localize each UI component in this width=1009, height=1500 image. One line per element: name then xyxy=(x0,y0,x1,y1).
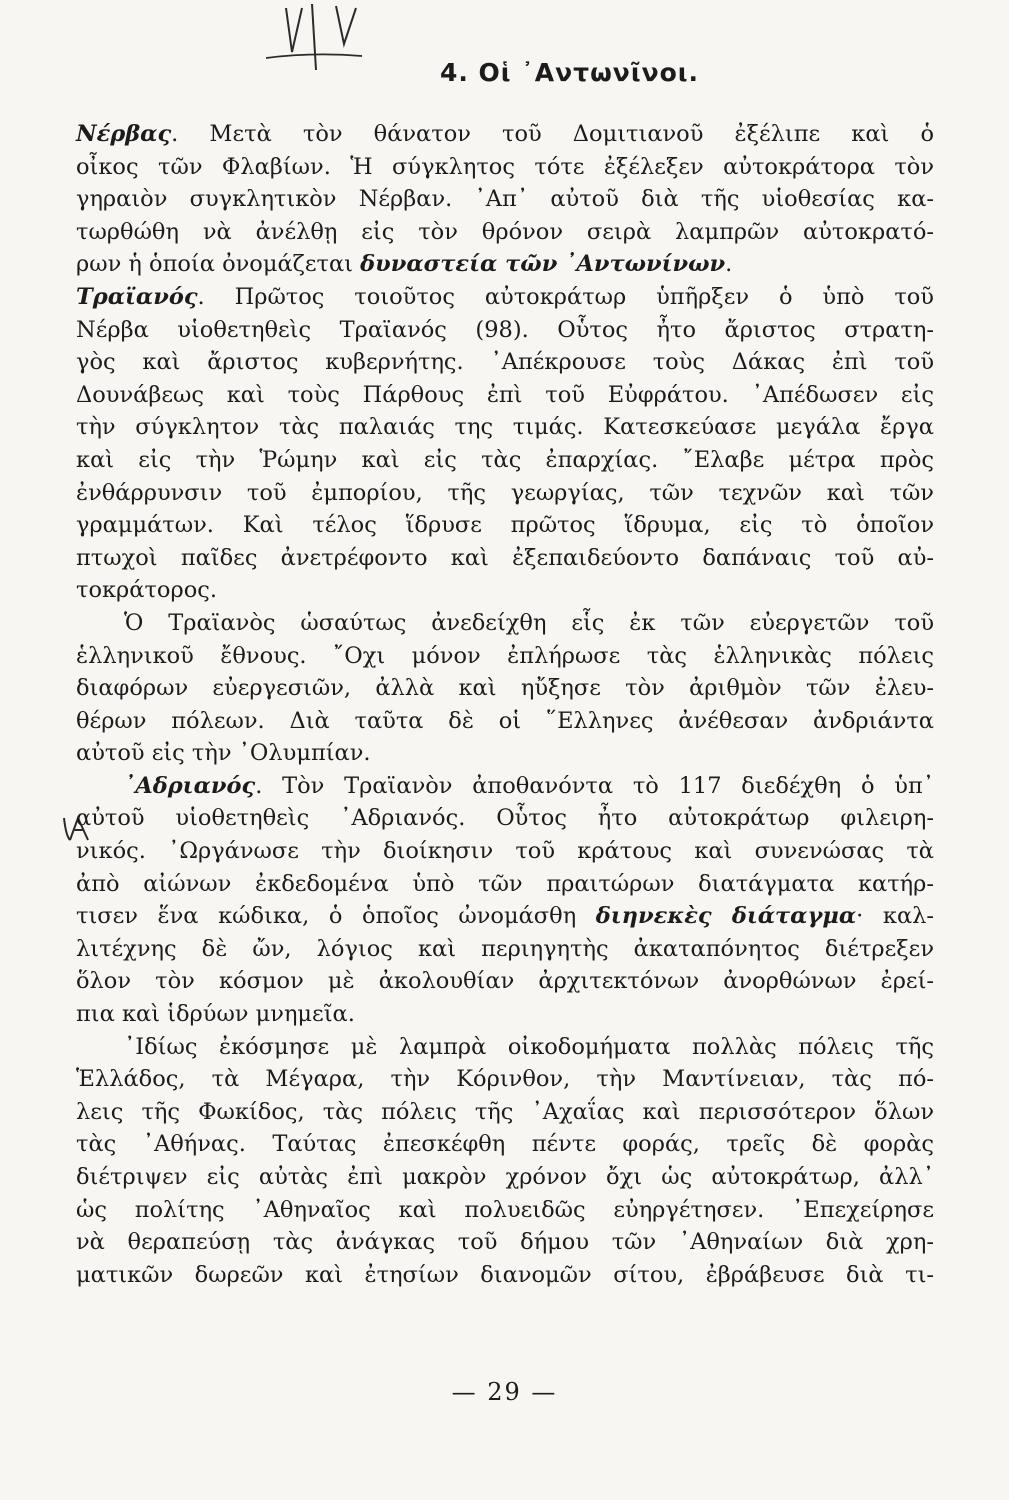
text-line: Τραϊανός. Πρῶτος τοιοῦτος αὐτοκράτωρ ὑπῆρξεν ὁ ὑπὸ τοῦ xyxy=(76,283,934,310)
text-line: τωρθώθη νὰ ἀνέλθῃ εἰς τὸν θρόνον σειρὰ λαμπρῶν αὐτοκρατό- xyxy=(76,218,934,245)
text-line: ὅλον τὸν κόσμον μὲ ἀκολουθίαν ἀρχιτεκτόνων ἀνορθώνων ἐρεί- xyxy=(76,968,934,995)
emphasized-term: δυναστεία τῶν ᾿Αντωνίνων xyxy=(360,251,726,278)
section-term: Τραϊανός xyxy=(76,283,198,310)
text-line: Νέρβας. Μετὰ τὸν θάνατον τοῦ Δομιτιανοῦ ἐξέλιπε καὶ ὁ xyxy=(76,121,934,147)
text-line: ᾿Αδριανός. Τὸν Τραϊανὸν ἀποθανόντα τὸ 117 διεδέχθη ὁ ὑπ᾿ xyxy=(124,772,934,799)
text-line: γὸς καὶ ἄριστος κυβερνήτης. ᾿Απέκρουσε τοὺς Δάκας ἐπὶ τοῦ xyxy=(76,349,934,376)
handwritten-mark-text: V/V xyxy=(318,90,320,91)
text-line: Ὁ Τραϊανὸς ὡσαύτως ἀνεδείχθη εἷς ἐκ τῶν εὐεργετῶν τοῦ xyxy=(124,609,934,636)
margin-annotation-text: Α xyxy=(60,845,61,846)
text-line: ἑλληνικοῦ ἔθνους. ῎Οχι μόνον ἐπλήρωσε τὰς ἑλληνικὰς πόλεις xyxy=(76,642,934,669)
text-line: ἀπὸ αἰώνων ἐκδεδομένα ὑπὸ τῶν πραιτώρων διατάγματα κατήρ- xyxy=(76,870,934,897)
text-line: ὡς πολίτης ᾿Αθηναῖος καὶ πολυειδῶς εὐηργέτησεν. ᾿Επεχείρησε xyxy=(76,1196,934,1223)
text-line: τὰς ᾿Αθήνας. Ταύτας ἐπεσκέφθη πέντε φοράς, τρεῖς δὲ φορὰς xyxy=(76,1131,934,1158)
emphasized-term: διηνεκὲς διάταγμα xyxy=(595,903,857,930)
text-line: ἐνθάρρυνσιν τοῦ ἐμπορίου, τῆς γεωργίας, τῶν τεχνῶν καὶ τῶν xyxy=(76,479,934,506)
text-line: λεις τῆς Φωκίδος, τὰς πόλεις τῆς ᾿Αχαΐας καὶ περισσότερον ὅλων xyxy=(76,1098,934,1125)
text-line: Δουνάβεως καὶ τοὺς Πάρθους ἐπὶ τοῦ Εὐφράτου. ᾿Απέδωσεν εἰς xyxy=(76,381,934,408)
text-line: τὴν σύγκλητον τὰς παλαιάς της τιμάς. Κατεσκεύασε μεγάλα ἔργα xyxy=(76,414,934,441)
text-line: διαφόρων εὐεργεσιῶν, ἀλλὰ καὶ ηὔξησε τὸν ἀριθμὸν τῶν ἐλευ- xyxy=(76,675,934,702)
text-line: τισεν ἕνα κώδικα, ὁ ὁποῖος ὠνομάσθη διηνεκὲς διάταγμα· καλ- xyxy=(76,903,934,930)
text-line: ρων ἡ ὁποία ὀνομάζεται δυναστεία τῶν ᾿Αντωνίνων. xyxy=(76,251,733,278)
section-term: ᾿Αδριανός xyxy=(124,772,256,799)
text-line: γραμμάτων. Καὶ τέλος ἵδρυσε πρῶτος ἵδρυμα, εἰς τὸ ὁποῖον xyxy=(76,512,934,539)
text-line: καὶ εἰς τὴν Ῥώμην καὶ εἰς τὰς ἐπαρχίας. ῎Ελαβε μέτρα πρὸς xyxy=(76,446,934,473)
text-line: πια καὶ ἱδρύων μνημεῖα. xyxy=(76,1001,355,1028)
text-line: λιτέχνης δὲ ὤν, λόγιος καὶ περιηγητὴς ἀκαταπόνητος διέτρεξεν xyxy=(76,935,934,962)
text-line: ᾿Ιδίως ἐκόσμησε μὲ λαμπρὰ οἰκοδομήματα πολλὰς πόλεις τῆς xyxy=(124,1033,934,1060)
page-number: — 29 — xyxy=(451,1378,558,1406)
body-text xyxy=(76,118,934,1291)
text-line: νὰ θεραπεύσῃ τὰς ἀνάγκας τοῦ δήμου τῶν ᾿Αθηναίων διὰ χρη- xyxy=(76,1229,934,1256)
text-line: τοκράτορος. xyxy=(76,577,217,604)
text-line: αὐτοῦ υἱοθετηθεὶς ᾿Αδριανός. Οὗτος ἦτο αὐτοκράτωρ φιλειρη- xyxy=(76,805,934,832)
text-line: διέτριψεν εἰς αὐτὰς ἐπὶ μακρὸν χρόνον ὄχι ὡς αὐτοκράτωρ, ἀλλ᾿ xyxy=(76,1164,934,1190)
text-line: οἶκος τῶν Φλαβίων. Ἡ σύγκλητος τότε ἐξέλεξεν αὐτοκράτορα τὸν xyxy=(76,153,934,180)
chapter-heading: 4. Οἱ ᾿Αντωνῖνοι. xyxy=(439,58,700,87)
text-line: γηραιὸν συγκλητικὸν Νέρβαν. ᾿Απ᾿ αὐτοῦ διὰ τῆς υἱοθεσίας κα- xyxy=(76,186,934,213)
text-line: Νέρβα υἱοθετηθεὶς Τραϊανός (98). Οὗτος ἦτο ἄριστος στρατη- xyxy=(76,316,934,343)
section-term: Νέρβας xyxy=(76,121,172,147)
text-line: νικός. ᾿Ωργάνωσε τὴν διοίκησιν τοῦ κράτους καὶ συνενώσας τὰ xyxy=(76,838,934,865)
text-line: θέρων πόλεων. Διὰ ταῦτα δὲ οἱ ῞Ελληνες ἀνέθεσαν ἀνδριάντα xyxy=(76,707,934,734)
text-line: πτωχοὶ παῖδες ἀνετρέφοντο καὶ ἐξεπαιδεύοντο δαπάναις τοῦ αὐ- xyxy=(76,544,934,571)
text-line: Ἑλλάδος, τὰ Μέγαρα, τὴν Κόρινθον, τὴν Μαντίνειαν, τὰς πό- xyxy=(76,1066,934,1093)
text-line: ματικῶν δωρεῶν καὶ ἐτησίων διανομῶν σίτου, ἐβράβευσε διὰ τι- xyxy=(76,1261,934,1288)
text-line: αὐτοῦ εἰς τὴν ᾿Ολυμπίαν. xyxy=(76,740,371,767)
